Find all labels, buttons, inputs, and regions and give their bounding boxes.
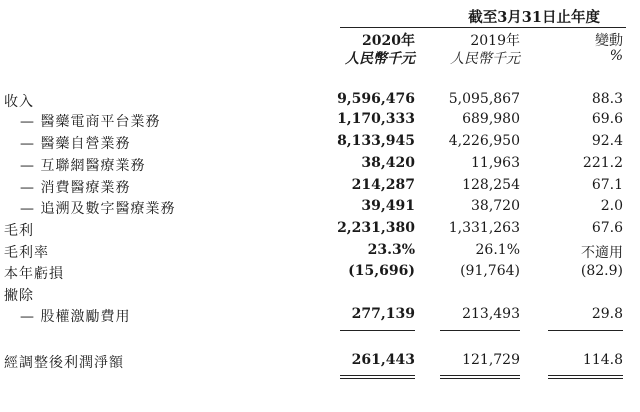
value-2019: 128,254 (462, 177, 520, 193)
value-change: 67.6 (591, 220, 623, 236)
period-title: 截至3月31日止年度 (468, 9, 600, 26)
table-row-total (0, 352, 640, 372)
total-rule-2020-b (340, 378, 415, 379)
value-2020: 23.3% (367, 242, 415, 258)
row-label: — 消費醫療業務 (20, 180, 131, 196)
value-change: 29.8 (591, 306, 623, 322)
value-2019: 4,226,950 (448, 133, 520, 149)
value-2020: 39,491 (361, 198, 415, 214)
value-change: 92.4 (591, 133, 623, 149)
value-2019: 38,720 (471, 198, 520, 214)
value-2020: 1,170,333 (337, 111, 415, 127)
unit-2019: 人民幣千元 (450, 51, 520, 67)
value-2020: 8,133,945 (337, 133, 415, 149)
table-row (0, 285, 640, 305)
table-row (0, 242, 640, 262)
value-change: 2.0 (600, 198, 623, 214)
total-rule-2020-a (340, 375, 415, 376)
row-label: — 追溯及數字醫療業務 (20, 201, 176, 217)
unit-2020: 人民幣千元 (345, 51, 415, 67)
total-rule-change-a (548, 375, 623, 376)
value-change: 不適用 (581, 245, 623, 261)
table-row (0, 133, 640, 153)
table-row (0, 111, 640, 131)
row-label: 毛利率 (4, 245, 49, 261)
row-label: — 股權激勵費用 (20, 309, 131, 325)
value-2020: 9,596,476 (337, 91, 415, 107)
table-row (0, 177, 640, 197)
table-row (0, 198, 640, 218)
value-2019: 11,963 (471, 155, 520, 171)
table-row (0, 91, 640, 111)
value-2019: 5,095,867 (448, 91, 520, 107)
value-change: 67.1 (591, 177, 623, 193)
table-row (0, 155, 640, 175)
table-row (0, 220, 640, 240)
col-2020-header: 2020年 (362, 33, 415, 49)
value-2019: 121,729 (462, 352, 520, 368)
total-rule-change-b (548, 378, 623, 379)
row-label: — 互聯網醫療業務 (20, 158, 146, 174)
value-change: 221.2 (582, 155, 623, 171)
subtotal-rule-2019 (440, 330, 520, 331)
value-2020: 38,420 (361, 155, 415, 171)
row-label: — 醫藥自營業務 (20, 136, 131, 152)
row-label: 本年虧損 (4, 266, 64, 282)
value-2019: 213,493 (462, 306, 520, 322)
value-2020: (15,696) (348, 263, 415, 279)
col-2019-header: 2019年 (470, 33, 520, 49)
unit-change: % (609, 48, 623, 64)
total-rule-2019-a (440, 375, 520, 376)
value-2020: 261,443 (351, 352, 415, 368)
col-change-header: 變動 (595, 33, 623, 49)
value-change: 88.3 (591, 91, 623, 107)
value-2020: 214,287 (351, 177, 415, 193)
value-2019: 689,980 (462, 111, 520, 127)
row-label: 撇除 (4, 288, 34, 304)
header-rule (340, 27, 626, 28)
subtotal-rule-change (548, 330, 623, 331)
value-change: 114.8 (582, 352, 623, 368)
value-2020: 2,231,380 (337, 220, 415, 236)
table-row (0, 263, 640, 283)
row-label: 經調整後利潤淨額 (4, 355, 124, 371)
value-2019: 1,331,263 (448, 220, 520, 236)
subtotal-rule-2020 (340, 330, 415, 331)
row-label: 毛利 (4, 223, 34, 239)
row-label: — 醫藥電商平台業務 (20, 114, 161, 130)
total-rule-2019-b (440, 378, 520, 379)
value-2020: 277,139 (351, 306, 415, 322)
value-2019: 26.1% (475, 242, 520, 258)
value-change: 69.6 (591, 111, 623, 127)
row-label: 收入 (4, 94, 34, 110)
value-change: (82.9) (580, 263, 623, 279)
value-2019: (91,764) (460, 263, 520, 279)
table-row (0, 306, 640, 326)
